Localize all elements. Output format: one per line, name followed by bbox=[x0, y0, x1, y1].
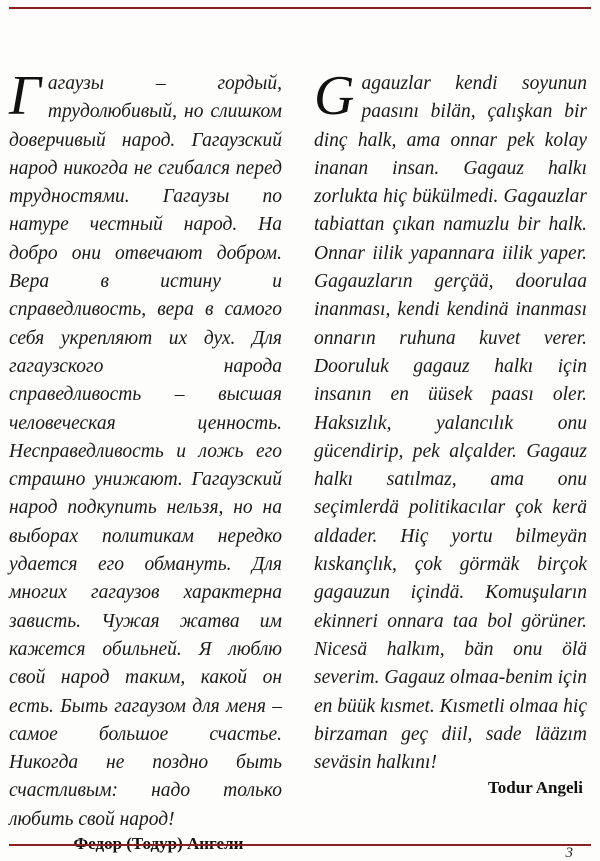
gagauz-paragraph bbox=[314, 65, 587, 777]
russian-body-text: агаузы – гордый, трудолюбивый, но слишком доверчивый народ. Гагаузский народ никогда не сгибался перед трудностями. Гагаузы по натуре честный народ. На добро они отвечают добром. Вера в истину и справедливость, вера в самого себя укрепляют их дух. Для гагаузского народа справедливость – высшая человеческая ценность. Несправедливость и ложь его страшно унижают. Гагаузский народ подкупить нельзя, но на выборах политикам нередко удается его обмануть. Для многих гагаузов характерна зависть. Чужая жатва им кажется обильней. Я люблю свой народ таким, какой он есть. Быть гагаузом для меня – самое большое счастье. Никогда не поздно быть счастливым: надо только любить свой народ! bbox=[9, 73, 282, 830]
bottom-border-rule bbox=[9, 844, 591, 846]
russian-drop-cap: Г bbox=[9, 65, 41, 127]
gagauz-signature: Todur Angeli bbox=[488, 778, 583, 797]
page-number: 3 bbox=[565, 845, 573, 861]
top-border-rule bbox=[9, 7, 591, 9]
gagauz-drop-cap: G bbox=[314, 65, 355, 127]
russian-column bbox=[9, 65, 282, 830]
page-content bbox=[9, 65, 587, 830]
gagauz-body-text: agauzlar kendi soyunun paasını bilän, çalışkan bir dinç halk, ama onnar pek kolay inanan insan. Gagauz halkı zorlukta hiç bükülmedi. Gagauzlar tabiattan çıkan namuzlu bir halk. Onnar iilik yapannara iilik yaper. Gagauzların gerçää, doorulaa inanması, kendi kendinä inanması onnarın ruhuna kuvet verer. Dooruluk gagauz halkı için insanın en üüsek paası oler. Haksızlık, yalancılık onu gücendirip, pek alçalder. Gagauz halkı satılmaz, ama onu seçimlerdä politikacılar çok kerä aldader. Hiç yortu bilmeyän kıskançlık, çok görmäk birçok gagauzun içindä. Komuşuların ekinneri onnara taa bol görüner. Nicesä halkım, bän onu ölä severim. Gagauz olmaa-benim için en büük kısmet. Kısmetli olmaa hiç birzaman geç diil, sade lääzım seväsin halkını! bbox=[314, 73, 587, 774]
russian-paragraph bbox=[9, 65, 282, 834]
gagauz-column bbox=[314, 65, 587, 800]
